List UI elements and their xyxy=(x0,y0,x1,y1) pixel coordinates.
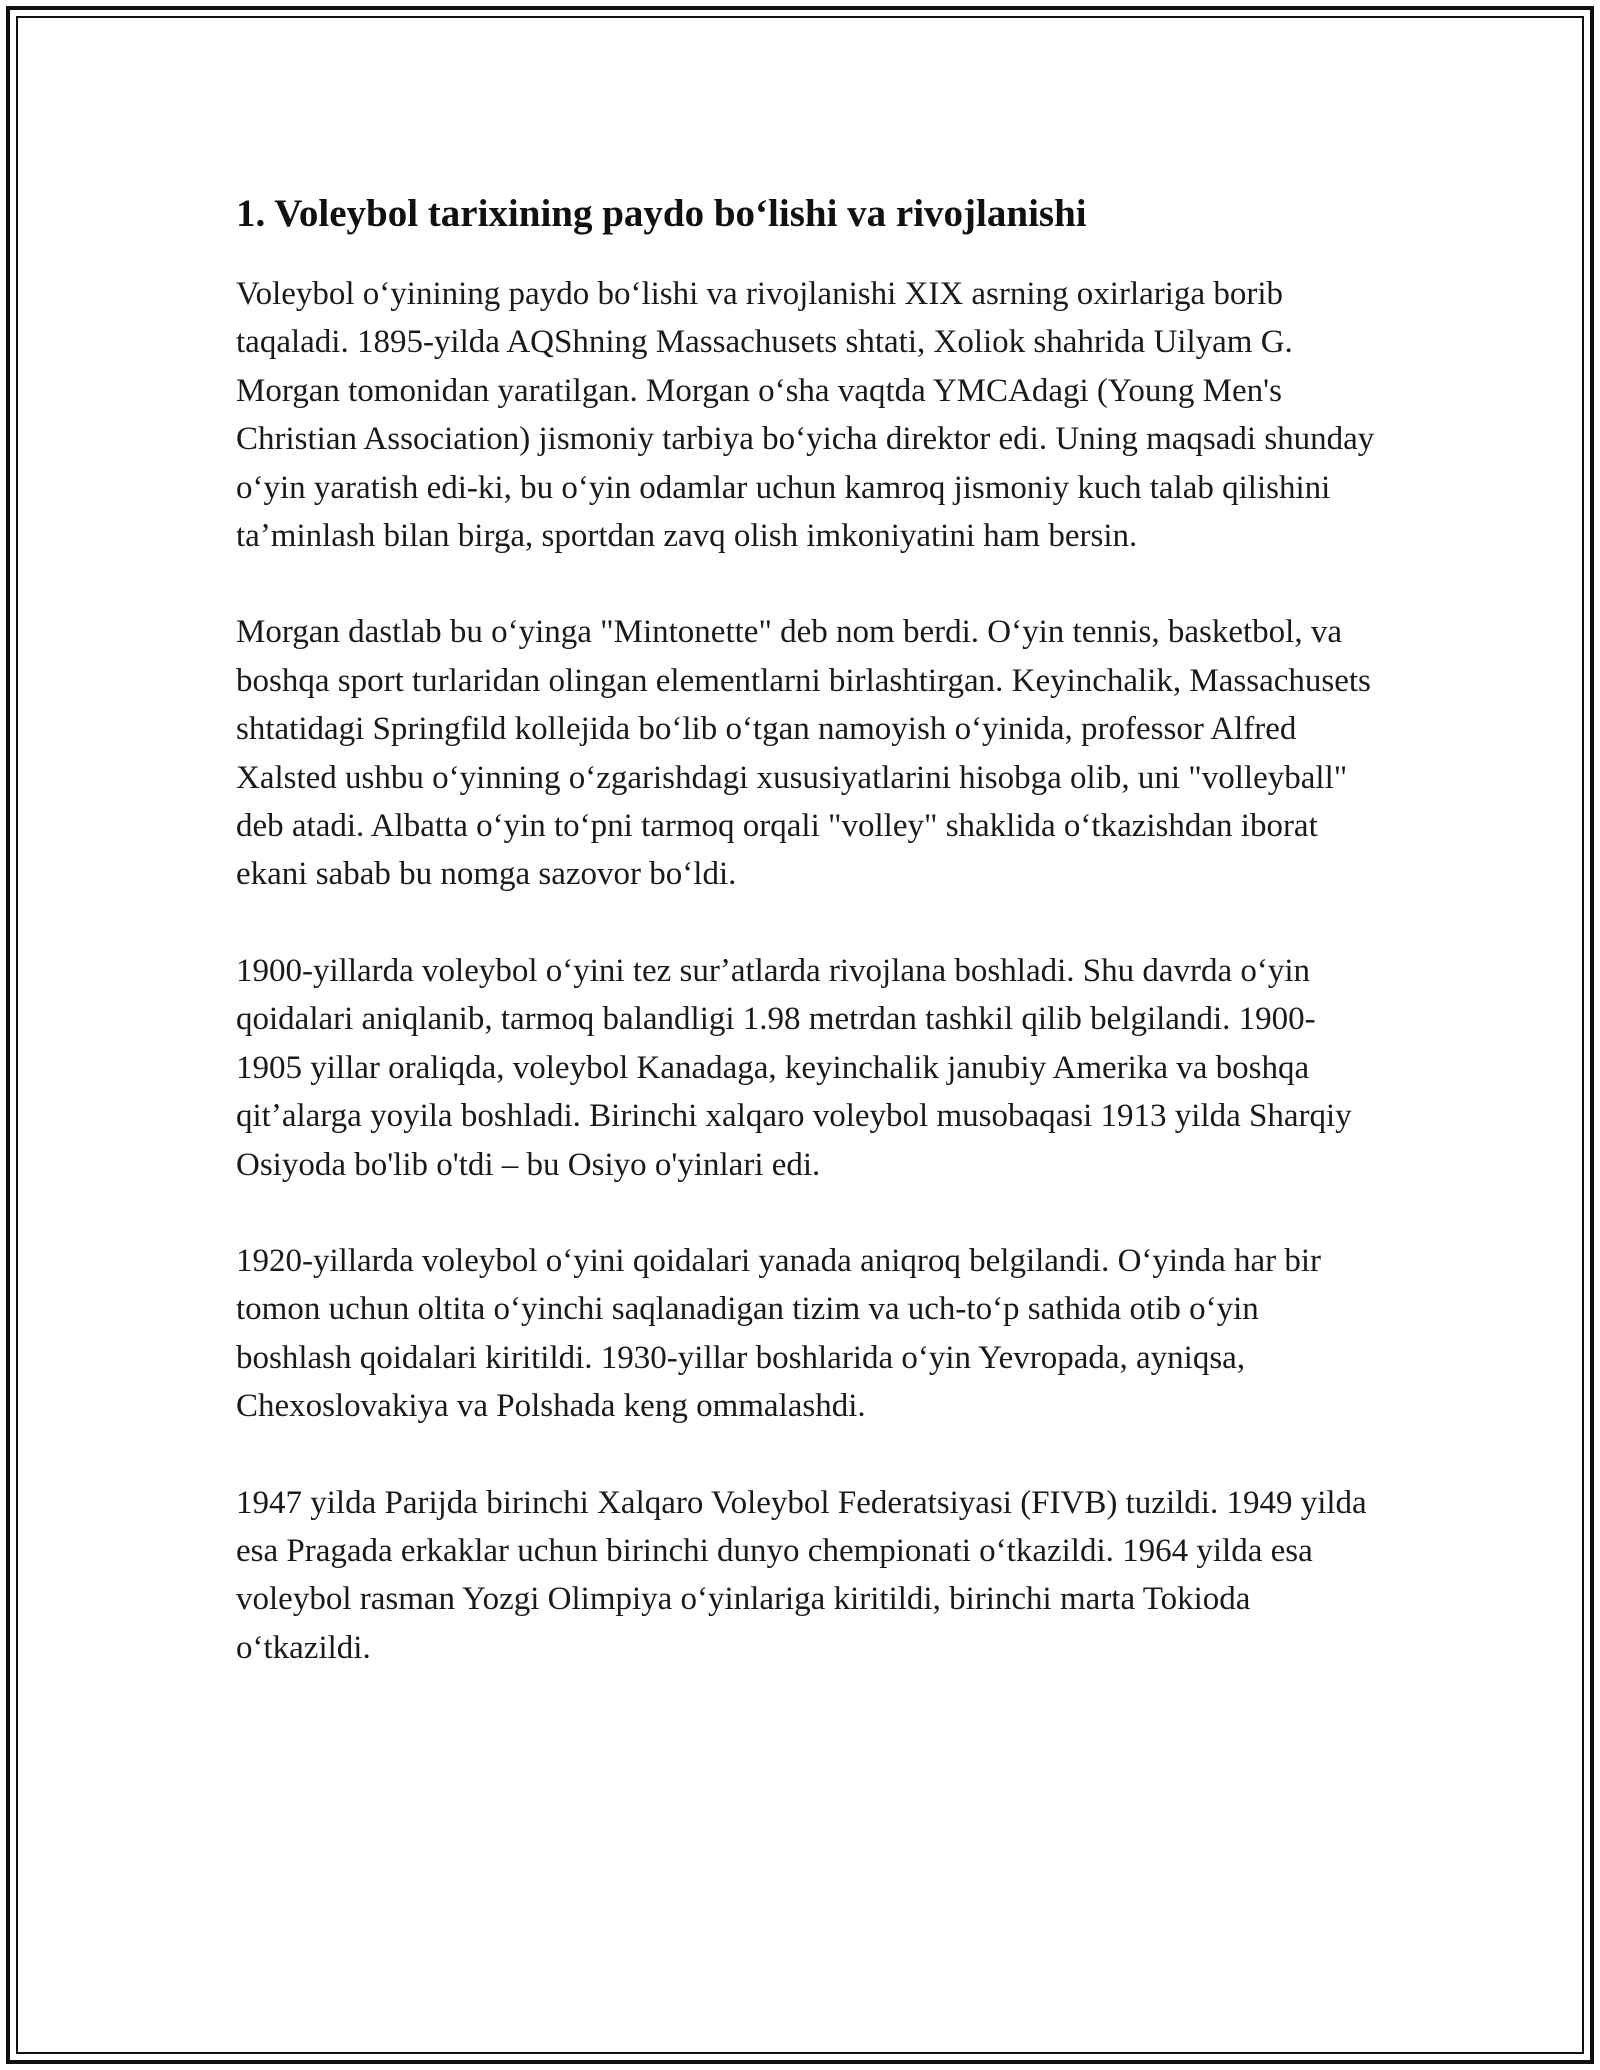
paragraph-naming: Morgan dastlab bu oʻyinga "Mintonette" deb nom berdi. Oʻyin tennis, basketbol, va boshqa sport turlaridan olingan elementlarni birlashtirgan. Keyinchalik, Massachusets shtatidagi Springfild kollejida boʻlib oʻtgan namoyish oʻyinida, professor Alfred Xalsted ushbu oʻyinning oʻzgarishdagi xususiyatlarini hisobga olib, uni "volleyball" deb atadi. Albatta oʻyin toʻpni tarmoq orqali "volley" shaklida oʻtkazishdan iborat ekani sabab bu nomga sazovor boʻldi. xyxy=(236,614,1371,893)
section-heading: 1. Voleybol tarixining paydo boʻlishi va rivojlanishi xyxy=(236,192,1087,235)
paragraph-origin: Voleybol oʻyinining paydo boʻlishi va rivojlanishi XIX asrning oxirlariga borib taqaladi. 1895-yilda AQShning Massachusets shtati, Xoliok shahrida Uilyam G. Morgan tomonidan yaratilgan. Morgan oʻsha vaqtda YMCAdagi (Young Men's Christian Association) jismoniy tarbiya boʻyicha direktor edi. Uning maqsadi shunday oʻyin yaratish edi-ki, bu oʻyin odamlar uchun kamroq jismoniy kuch talab qilishini taʼminlash bilan birga, sportdan zavq olish imkoniyatini ham bersin. xyxy=(236,276,1375,555)
document-body xyxy=(236,186,1376,1720)
paragraph-1900s: 1900-yillarda voleybol oʻyini tez surʼatlarda rivojlana boshladi. Shu davrda oʻyin qoidalari aniqlanib, tarmoq balandligi 1.98 metrdan tashkil qilib belgilandi. 1900-1905 yillar oraliqda, voleybol Kanadaga, keyinchalik janubiy Amerika va boshqa qitʼalarga yoyila boshladi. Birinchi xalqaro voleybol musobaqasi 1913 yilda Sharqiy Osiyoda bo'lib o'tdi – bu Osiyo o'yinlari edi. xyxy=(236,952,1352,1183)
paragraph-fivb: 1947 yilda Parijda birinchi Xalqaro Voleybol Federatsiyasi (FIVB) tuzildi. 1949 yilda esa Pragada erkaklar uchun birinchi dunyo chempionati oʻtkazildi. 1964 yilda esa voleybol rasman Yozgi Olimpiya oʻyinlariga kiritildi, birinchi marta Tokioda oʻtkazildi. xyxy=(236,1484,1367,1666)
paragraph-1920s: 1920-yillarda voleybol oʻyini qoidalari yanada aniqroq belgilandi. Oʻyinda har bir tomon uchun oltita oʻyinchi saqlanadigan tizim va uch-toʻp sathida otib oʻyin boshlash qoidalari kiritildi. 1930-yillar boshlarida oʻyin Yevropada, ayniqsa, Chexoslovakiya va Polshada keng ommalashdi. xyxy=(236,1242,1322,1425)
